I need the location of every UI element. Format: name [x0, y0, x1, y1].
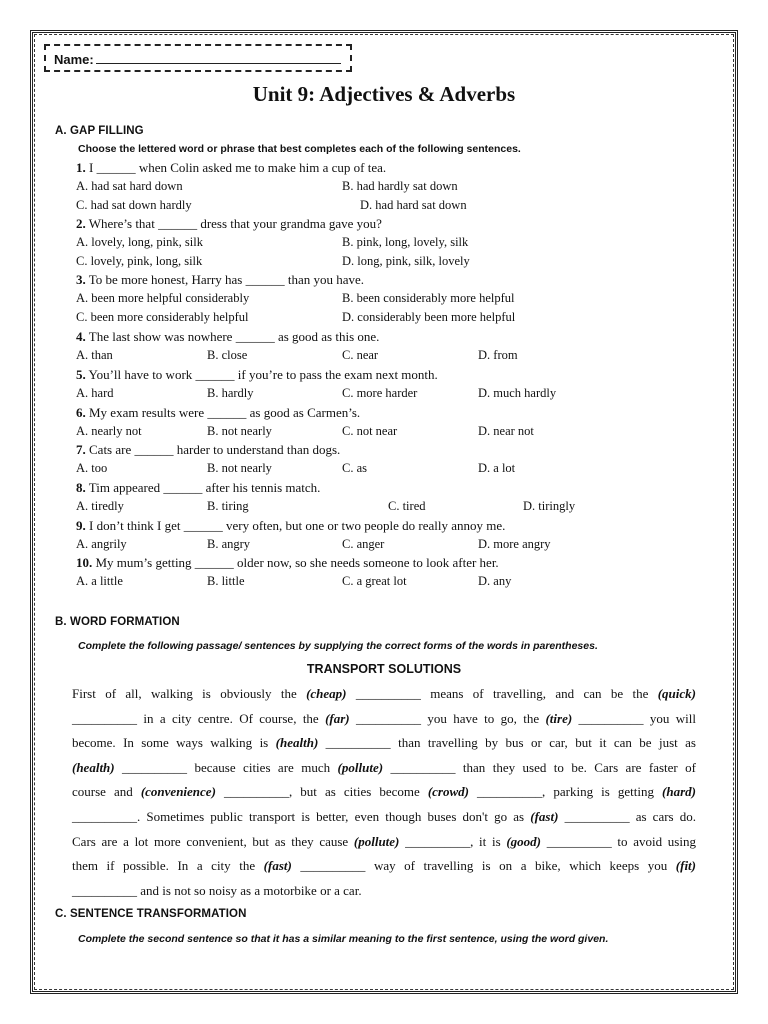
question-text: Cats are ______ harder to understand than dogs. — [85, 442, 341, 457]
word-prompt: (pollute) — [353, 833, 400, 849]
question-text: You’ll have to work ______ if you’re to pass the exam next month. — [85, 367, 438, 382]
passage-text: __________ and is not so noisy as a motorbike or a car. — [72, 882, 362, 898]
passage-text: __________ you have to go, the — [349, 710, 546, 726]
word-prompt: (quick) — [657, 686, 696, 701]
passage-text: __________, but as cities become — [215, 784, 428, 800]
question-9 — [76, 518, 505, 534]
question-1 — [76, 160, 386, 176]
passage-text: them if possible. In a city the — [72, 858, 264, 874]
option-c[interactable]: C. more harder — [342, 386, 418, 400]
option-c[interactable]: C. been more considerably helpful — [76, 310, 249, 324]
passage-text: __________ as cars do. — [558, 809, 696, 824]
option-a[interactable]: A. been more helpful considerably — [76, 291, 250, 305]
word-prompt: (good) — [506, 833, 542, 849]
passage-line — [72, 834, 696, 850]
passage-text: __________ than travelling by bus or car, but it can be just as — [318, 735, 696, 751]
option-d[interactable]: D. any — [478, 574, 512, 588]
word-prompt: (far) — [325, 710, 350, 726]
option-c[interactable]: C. a great lot — [342, 574, 407, 588]
name-label: Name: — [54, 52, 94, 67]
passage-line — [72, 858, 696, 874]
option-b[interactable]: B. tiring — [207, 499, 249, 513]
word-prompt: (cheap) — [306, 686, 347, 701]
question-text: My exam results were ______ as good as Carmen’s. — [85, 405, 361, 420]
passage-text: __________, it is — [399, 833, 507, 849]
option-c[interactable]: C. lovely, pink, long, silk — [76, 254, 203, 268]
option-a[interactable]: A. than — [76, 348, 113, 362]
option-b[interactable]: B. had hardly sat down — [342, 179, 458, 193]
passage-text: __________ to avoid using — [541, 833, 696, 849]
word-prompt: (convenience) — [140, 784, 216, 800]
passage-line — [72, 686, 696, 702]
passage-text: __________ in a city centre. Of course, the — [72, 710, 326, 726]
section-a-instruction: Choose the lettered word or phrase that best completes each of the following sentences. — [78, 143, 521, 155]
passage-text: __________, parking is getting — [469, 784, 663, 800]
question-text: To be more honest, Harry has ______ than you have. — [85, 272, 365, 287]
option-d[interactable]: D. much hardly — [478, 386, 557, 400]
question-7 — [76, 442, 340, 458]
option-b[interactable]: B. not nearly — [207, 461, 272, 475]
option-d[interactable]: D. considerably been more helpful — [342, 310, 516, 324]
passage-text: __________ way of travelling is on a bike, which keeps you — [291, 858, 676, 874]
passage-text: First of all, walking is obviously the — [72, 686, 307, 701]
option-d[interactable]: D. tiringly — [523, 499, 576, 513]
option-d[interactable]: D. had hard sat down — [360, 198, 467, 212]
passage-text: become. In some ways walking is — [72, 735, 276, 751]
option-a[interactable]: A. had sat hard down — [76, 179, 183, 193]
section-c-instruction: Complete the second sentence so that it has a similar meaning to the first sentence, using the word given. — [78, 933, 609, 945]
word-prompt: (tire) — [545, 710, 573, 726]
option-b[interactable]: B. been considerably more helpful — [342, 291, 515, 305]
question-3 — [76, 272, 364, 288]
word-prompt: (hard) — [662, 784, 696, 800]
word-prompt: (health) — [275, 735, 319, 751]
question-number: 9. — [76, 518, 86, 533]
option-a[interactable]: A. lovely, long, pink, silk — [76, 235, 203, 249]
option-c[interactable]: C. anger — [342, 537, 385, 551]
passage-line — [72, 883, 696, 899]
option-b[interactable]: B. little — [207, 574, 245, 588]
option-d[interactable]: D. from — [478, 348, 518, 362]
question-text: I don’t think I get ______ very often, but one or two people do really annoy me. — [85, 518, 506, 533]
question-text: My mum’s getting ______ older now, so she needs someone to look after her. — [92, 555, 499, 570]
word-prompt: (fit) — [675, 858, 696, 874]
question-5 — [76, 367, 438, 383]
question-number: 7. — [76, 442, 86, 457]
name-line — [96, 53, 341, 64]
word-prompt: (fast) — [263, 858, 292, 874]
passage-line — [72, 735, 696, 751]
passage-text: __________. Sometimes public transport is better, even though buses don't go as — [72, 809, 531, 824]
passage-text: Cars are a lot more convenient, but as they cause — [72, 833, 354, 849]
passage-text: __________ than they used to be. Cars are faster of — [383, 759, 696, 775]
question-text: I ______ when Colin asked me to make him a cup of tea. — [85, 160, 387, 175]
word-prompt: (crowd) — [427, 784, 469, 800]
question-number: 3. — [76, 272, 86, 287]
option-c[interactable]: C. tired — [388, 499, 426, 513]
question-text: The last show was nowhere ______ as good as this one. — [85, 329, 380, 344]
option-a[interactable]: A. a little — [76, 574, 123, 588]
question-10 — [76, 555, 499, 571]
question-number: 5. — [76, 367, 86, 382]
option-b[interactable]: B. angry — [207, 537, 251, 551]
passage-title: TRANSPORT SOLUTIONS — [306, 662, 462, 676]
option-a[interactable]: A. tiredly — [76, 499, 124, 513]
passage-text: __________ you will — [572, 710, 697, 726]
question-number: 8. — [76, 480, 86, 495]
option-c[interactable]: C. near — [342, 348, 379, 362]
passage-text: course and — [72, 784, 141, 800]
option-b[interactable]: B. pink, long, lovely, silk — [342, 235, 469, 249]
option-c[interactable]: C. as — [342, 461, 367, 475]
option-a[interactable]: A. hard — [76, 386, 114, 400]
passage-text: __________ means of travelling, and can be the — [346, 686, 658, 701]
option-c[interactable]: C. had sat down hardly — [76, 198, 192, 212]
question-text: Where’s that ______ dress that your grandma gave you? — [85, 216, 382, 231]
option-a[interactable]: A. too — [76, 461, 108, 475]
option-a[interactable]: A. nearly not — [76, 424, 142, 438]
question-number: 1. — [76, 160, 86, 175]
question-number: 10. — [76, 555, 93, 570]
option-b[interactable]: B. close — [207, 348, 248, 362]
passage-line — [72, 809, 696, 825]
option-a[interactable]: A. angrily — [76, 537, 127, 551]
section-b-instruction: Complete the following passage/ sentences by supplying the correct forms of the words in parentheses. — [78, 640, 598, 652]
option-d[interactable]: D. a lot — [478, 461, 516, 475]
question-8 — [76, 480, 320, 496]
question-6 — [76, 405, 360, 421]
option-b[interactable]: B. not nearly — [207, 424, 272, 438]
name-field[interactable] — [44, 44, 352, 72]
question-number: 4. — [76, 329, 86, 344]
question-text: Tim appeared ______ after his tennis match. — [85, 480, 321, 495]
option-b[interactable]: B. hardly — [207, 386, 254, 400]
question-number: 2. — [76, 216, 86, 231]
section-a-heading: A. GAP FILLING — [55, 125, 144, 137]
section-c-heading: C. SENTENCE TRANSFORMATION — [55, 908, 247, 920]
passage-line — [72, 760, 696, 776]
section-b-heading: B. WORD FORMATION — [55, 616, 180, 628]
question-number: 6. — [76, 405, 86, 420]
page-title: Unit 9: Adjectives & Adverbs — [252, 82, 516, 106]
word-prompt: (pollute) — [337, 759, 384, 775]
question-2 — [76, 216, 382, 232]
option-c[interactable]: C. not near — [342, 424, 398, 438]
passage-line — [72, 711, 696, 727]
option-d[interactable]: D. long, pink, silk, lovely — [342, 254, 470, 268]
option-d[interactable]: D. near not — [478, 424, 534, 438]
option-d[interactable]: D. more angry — [478, 537, 551, 551]
passage-line — [72, 784, 696, 800]
question-4 — [76, 329, 379, 345]
word-prompt: (fast) — [530, 809, 559, 824]
word-prompt: (health) — [72, 759, 115, 775]
passage-text: __________ because cities are much — [114, 759, 338, 775]
